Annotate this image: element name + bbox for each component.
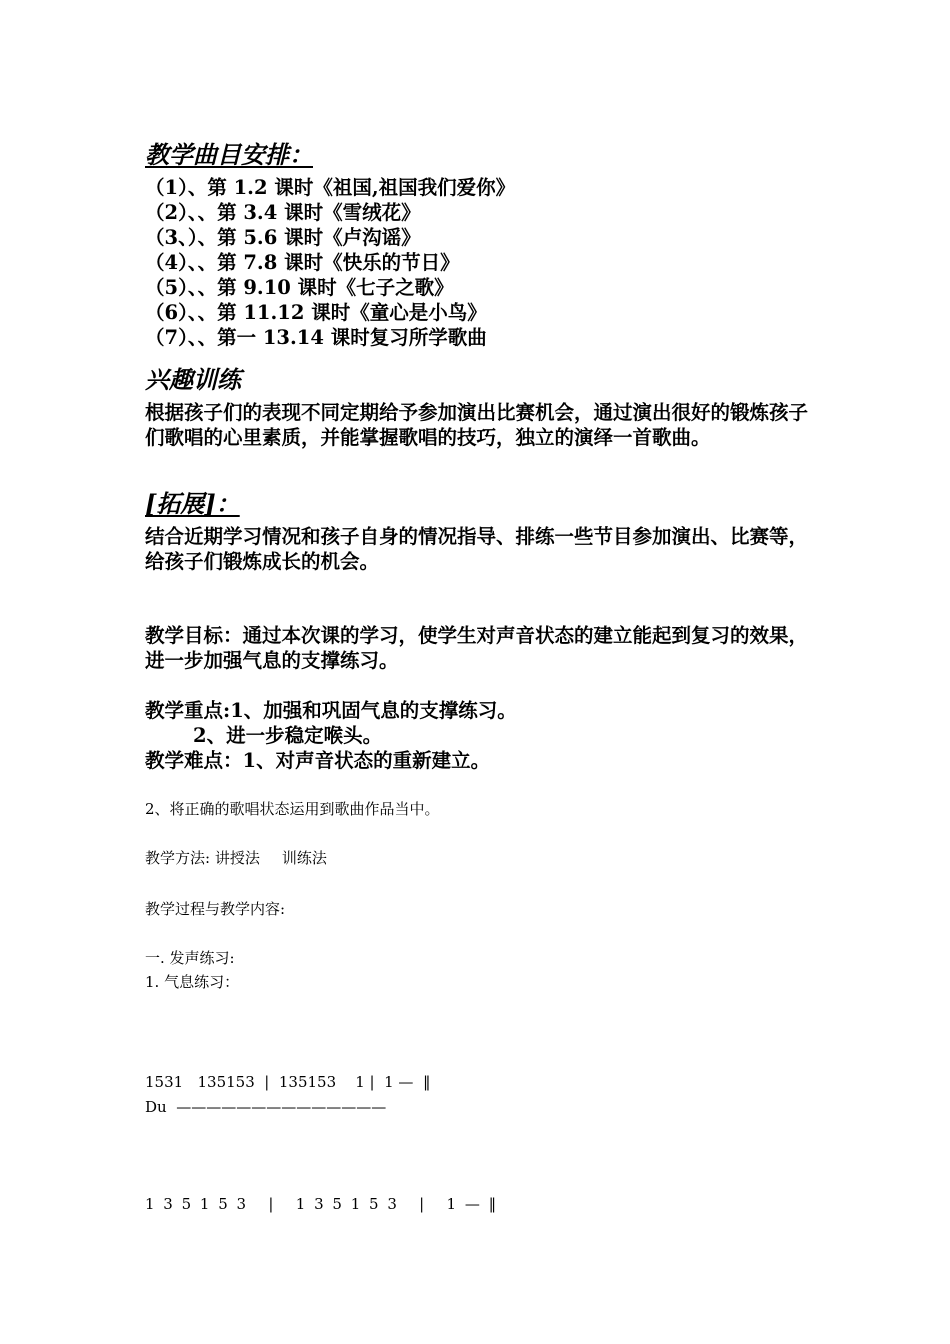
key-point-2: 2、进一步稳定喉头。 <box>193 724 383 747</box>
methods-label: 教学方法: 讲授法 <box>145 849 260 867</box>
process-title: 教学过程与教学内容: <box>145 900 286 918</box>
repertoire-item-2: （2）、、第 3.4 课时《雪绒花》 <box>145 201 421 224</box>
repertoire-item-1: （1）、第 1.2 课时《祖国,祖国我们爱你》 <box>145 176 516 199</box>
section-heading-repertoire: 教学曲目安排： <box>145 140 313 169</box>
key-point-1: 教学重点:1、加强和巩固气息的支撑练习。 <box>145 699 517 722</box>
notation-line-2: 1 3 5 1 5 3 | 1 3 5 1 5 3 | 1 — ‖ <box>145 1195 499 1213</box>
repertoire-item-4: （4）、、第 7.8 课时《快乐的节日》 <box>145 251 460 274</box>
breath-exercise-heading: 1. 气息练习： <box>145 973 240 991</box>
difficulty-2: 2、将正确的歌唱状态运用到歌曲作品当中。 <box>145 800 440 818</box>
teaching-methods <box>145 846 327 870</box>
extension-paragraph: 结合近期学习情况和孩子自身的情况指导、排练一些节目参加演出、比赛等，给孩子们锻炼成长的机会。 <box>145 525 809 573</box>
vocal-exercise-heading: 一. 发声练习: <box>145 949 235 967</box>
methods-second: 训练法 <box>281 849 327 867</box>
repertoire-item-5: （5）、、第 9.10 课时《七子之歌》 <box>145 276 454 299</box>
repertoire-item-3: （3、）、第 5.6 课时《卢沟谣》 <box>145 226 421 249</box>
interest-paragraph: 根据孩子们的表现不同定期给予参加演出比赛机会，通过演出很好的锻炼孩子们歌唱的心里素质，并能掌握歌唱的技巧，独立的演绎一首歌曲。 <box>145 401 809 449</box>
lyric-line-1: Du —————————————— <box>145 1098 387 1116</box>
section-heading-interest: 兴趣训练 <box>145 365 241 394</box>
repertoire-item-6: （6）、、第 11.12 课时《童心是小鸟》 <box>145 301 487 324</box>
teaching-objective: 教学目标：通过本次课的学习，使学生对声音状态的建立能起到复习的效果，进一步加强气息的支撑练习。 <box>145 624 809 672</box>
section-heading-extension: [拓展]： <box>145 489 240 518</box>
notation-line-1: 1531 135153 | 135153 1 | 1 — ‖ <box>145 1073 431 1091</box>
repertoire-item-7: （7）、、第一 13.14 课时复习所学歌曲 <box>145 326 487 349</box>
difficulty-1: 教学难点：1、对声音状态的重新建立。 <box>145 749 491 772</box>
